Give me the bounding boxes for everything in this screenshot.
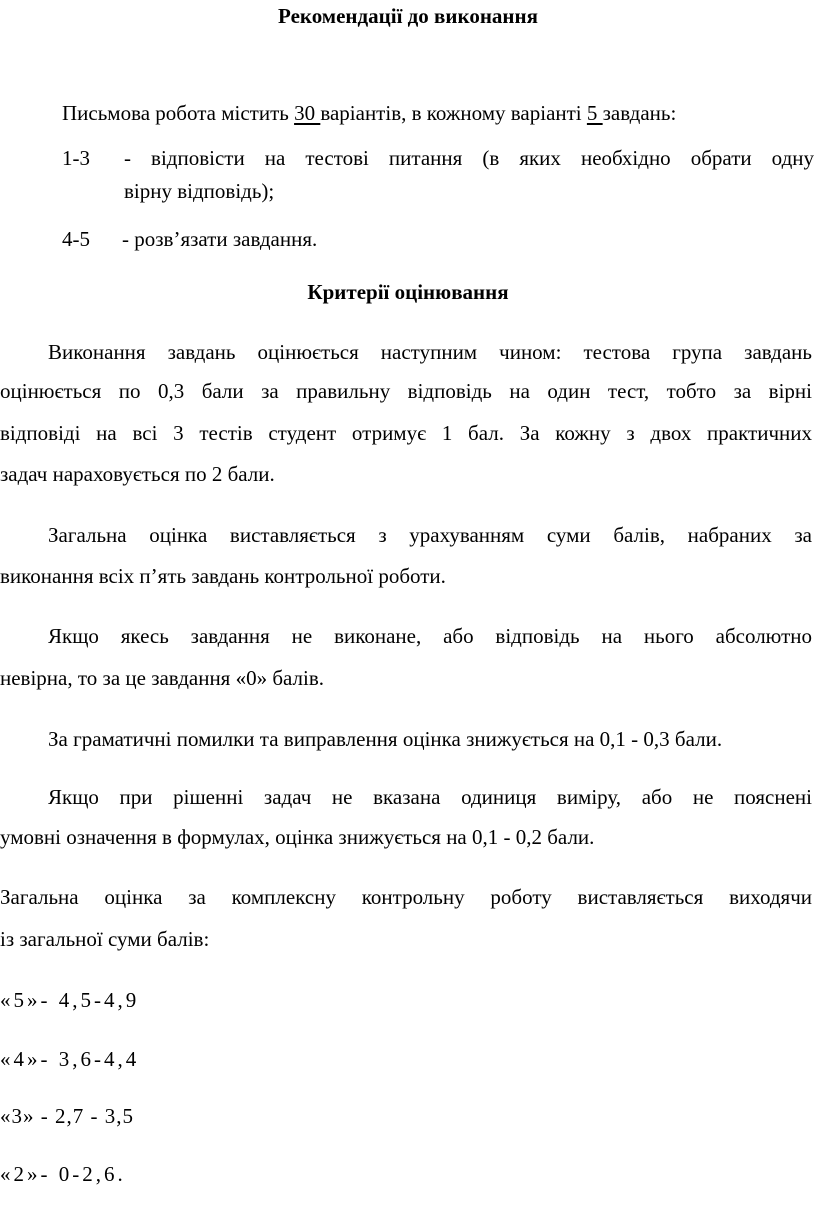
section-heading: Критерії оцінювання xyxy=(307,280,509,304)
paragraph-line: відповіді на всі 3 тестів студент отримує 1 бал. За кожну з двох практичних xyxy=(0,421,812,445)
item-text: - розв’язати завдання. xyxy=(122,227,318,251)
item-number: 1-3 xyxy=(62,146,90,170)
grade-line: «2»- 0-2,6. xyxy=(0,1162,126,1186)
variants-count: 30 xyxy=(294,101,321,125)
intro-line xyxy=(62,103,676,124)
grade-line: «3» - 2,7 - 3,5 xyxy=(0,1104,134,1128)
grade-line: «5»- 4,5-4,9 xyxy=(0,988,140,1012)
paragraph-line: умовні означення в формулах, оцінка знижується на 0,1 - 0,2 бали. xyxy=(0,825,595,849)
paragraph-line: Виконання завдань оцінюється наступним чином: тестова група завдань xyxy=(48,340,812,364)
paragraph-line: задач нараховується по 2 бали. xyxy=(0,462,275,486)
paragraph-line: Якщо якесь завдання не виконане, або відповідь на нього абсолютно xyxy=(48,624,812,648)
paragraph-line: За граматичні помилки та виправлення оцінка знижується на 0,1 - 0,3 бали. xyxy=(48,727,723,751)
paragraph-line: Загальна оцінка за комплексну контрольну роботу виставляється виходячи xyxy=(0,885,812,909)
grade-line: «4»- 3,6-4,4 xyxy=(0,1047,140,1071)
paragraph-line: оцінюється по 0,3 бали за правильну відповідь на один тест, тобто за вірні xyxy=(0,379,812,403)
paragraph-line: із загальної суми балів: xyxy=(0,927,210,951)
paragraph-line: Якщо при рішенні задач не вказана одиниця виміру, або не пояснені xyxy=(48,785,812,809)
intro-text-end: завдань: xyxy=(602,101,677,125)
intro-text-middle: варіантів, в кожному варіанті xyxy=(320,101,587,125)
paragraph-line: невірна, то за це завдання «0» балів. xyxy=(0,666,325,690)
intro-text-start: Письмова робота містить xyxy=(62,101,295,125)
page-title: Рекомендації до виконання xyxy=(278,4,538,28)
paragraph-line: виконання всіх п’ять завдань контрольної роботи. xyxy=(0,564,446,588)
item-text: - відповісти на тестові питання (в яких необхідно обрати одну xyxy=(124,146,814,170)
tasks-count: 5 xyxy=(586,101,603,125)
item-number: 4-5 xyxy=(62,227,90,251)
paragraph-line: Загальна оцінка виставляється з урахуванням суми балів, набраних за xyxy=(48,523,812,547)
item-text-continuation: вірну відповідь); xyxy=(124,179,275,203)
